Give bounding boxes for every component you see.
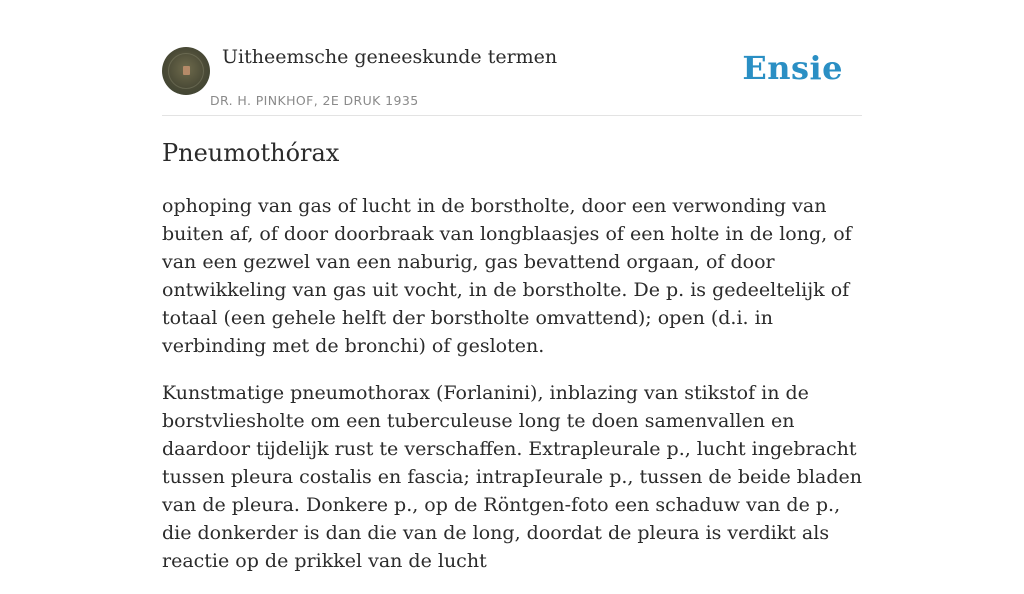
entry-title: Pneumothórax (162, 139, 340, 167)
entry-content (162, 192, 866, 594)
entry-paragraph: Kunstmatige pneumothorax (Forlanini), inblazing van stikstof in de borstvliesholte om een tuberculeuse long te doen samenvallen en daardoor tijdelijk rust te verschaffen. Extrapleurale p., lucht ingebracht tussen pleura costalis en fascia; intrapIeurale p., tussen de beide bladen van de pleura. Donkere p., op de Röntgen-foto een schaduw van de p., die donkerder is dan die van de long, doordat de pleura is verdikt als reactie op de prikkel van de lucht (162, 382, 862, 572)
book-subtitle: DR. H. PINKHOF, 2E DRUK 1935 (210, 93, 419, 108)
cover-emblem (183, 66, 190, 75)
book-cover-icon[interactable] (162, 47, 210, 95)
entry-paragraph: ophoping van gas of lucht in de borstholte, door een verwonding van buiten af, of door doorbraak van longblaasjes of een holte in de long, of van een gezwel van een naburig, gas bevattend orgaan, of door ontwikkeling van gas uit vocht, in de borstholte. De p. is gedeeltelijk of totaal (een gehele helft der borstholte omvattend); open (d.i. in verbinding met de bronchi) of gesloten. (162, 195, 852, 357)
ensie-logo[interactable]: Ensie (742, 49, 843, 87)
book-title[interactable]: Uitheemsche geneeskunde termen (222, 46, 558, 68)
header (162, 40, 862, 116)
